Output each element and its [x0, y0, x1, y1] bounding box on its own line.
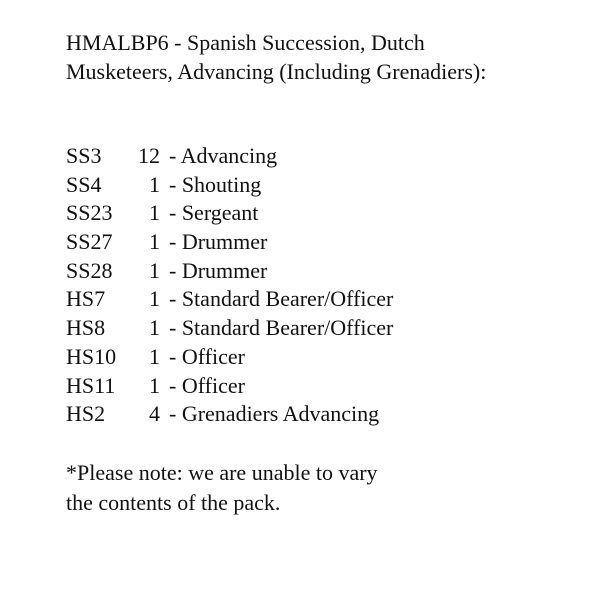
- list-item: [66, 372, 566, 401]
- figure-code: HS8: [66, 315, 106, 341]
- pack-title-line-1: HMALBP6 - Spanish Succession, Dutch: [66, 30, 425, 55]
- figure-code: SS28: [66, 257, 113, 283]
- figure-quantity: 1: [149, 343, 160, 369]
- list-item: [66, 228, 566, 257]
- pack-title-line-2: Musketeers, Advancing (Including Grenadiers):: [66, 59, 487, 84]
- figure-description: - Advancing: [169, 143, 278, 168]
- list-item: [66, 257, 566, 286]
- figure-description: - Drummer: [169, 229, 268, 255]
- figure-code: HS7: [66, 286, 106, 312]
- list-item: [66, 314, 566, 343]
- list-item: [66, 171, 566, 200]
- pack-note: [66, 458, 566, 518]
- figure-code: HS10: [66, 343, 117, 369]
- pack-title: [66, 28, 566, 86]
- figure-code: HS2: [66, 401, 106, 427]
- list-item: [66, 285, 566, 314]
- figure-description: - Standard Bearer/Officer: [169, 315, 394, 341]
- figure-quantity: 1: [149, 200, 160, 226]
- figure-description: - Officer: [169, 372, 245, 398]
- figure-quantity: 1: [149, 286, 160, 312]
- pack-note-line-2: the contents of the pack.: [66, 490, 281, 515]
- figure-code: SS4: [66, 171, 102, 197]
- figure-description: - Shouting: [169, 171, 262, 197]
- figure-code: SS23: [66, 200, 113, 226]
- figure-quantity: 1: [149, 229, 160, 255]
- pack-note-line-1: *Please note: we are unable to vary: [66, 460, 378, 485]
- figure-quantity: 4: [149, 401, 160, 427]
- figure-quantity: 12: [138, 143, 160, 168]
- figure-code: SS27: [66, 229, 113, 255]
- pack-contents-list: [66, 142, 566, 429]
- figure-description: - Drummer: [169, 257, 268, 283]
- figure-description: - Sergeant: [169, 200, 259, 226]
- figure-code: HS11: [66, 372, 116, 398]
- figure-quantity: 1: [149, 315, 160, 341]
- figure-quantity: 1: [149, 372, 160, 398]
- figure-quantity: 1: [149, 257, 160, 283]
- figure-description: - Grenadiers Advancing: [169, 401, 380, 427]
- figure-description: - Standard Bearer/Officer: [169, 286, 394, 312]
- list-item: [66, 142, 566, 171]
- list-item: [66, 199, 566, 228]
- figure-quantity: 1: [149, 171, 160, 197]
- figure-code: SS3: [66, 143, 102, 168]
- list-item: [66, 343, 566, 372]
- list-item: [66, 400, 566, 429]
- figure-description: - Officer: [169, 343, 245, 369]
